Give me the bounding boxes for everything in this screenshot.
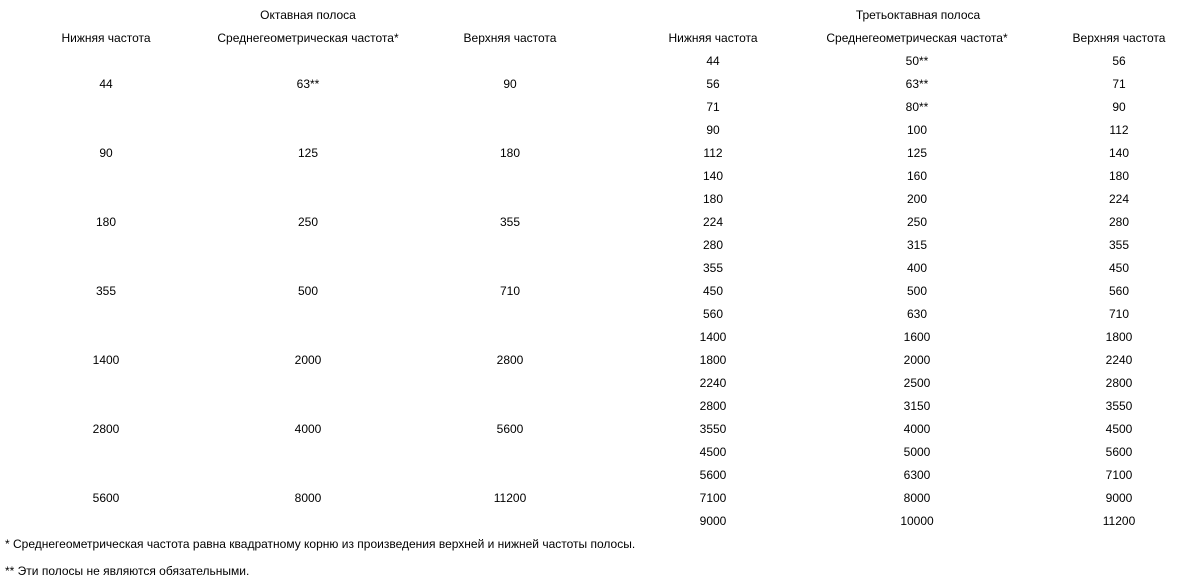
octave-upper-cell: 90: [503, 77, 517, 91]
third-octave-upper-cell: 2800: [1105, 376, 1133, 390]
octave-upper-cell: 5600: [496, 422, 524, 436]
third-octave-center-cell: 5000: [903, 445, 931, 459]
third-octave-lower-cell: 71: [706, 100, 720, 114]
third-octave-lower-cell: 90: [706, 123, 720, 137]
third-octave-center-cell: 400: [906, 261, 928, 275]
third-octave-upper-cell: 90: [1112, 100, 1126, 114]
third-octave-upper-cell: 280: [1108, 215, 1130, 229]
third-octave-center-cell: 2500: [903, 376, 931, 390]
octave-upper-cell: 710: [499, 284, 521, 298]
third-octave-upper-cell: 112: [1109, 123, 1129, 137]
octave-lower-cell: 90: [99, 146, 113, 160]
third-octave-header-lower: Нижняя частота: [668, 31, 758, 45]
octave-lower-cell: 1400: [92, 353, 120, 367]
octave-lower-cell: 180: [95, 215, 117, 229]
third-octave-lower-cell: 180: [702, 192, 724, 206]
third-octave-band-title: Третьоктавная полоса: [855, 8, 981, 22]
third-octave-lower-cell: 280: [702, 238, 724, 252]
third-octave-lower-cell: 56: [706, 77, 720, 91]
footnote-optional-bands: ** Эти полосы не являются обязательными.: [5, 564, 250, 578]
third-octave-center-cell: 500: [906, 284, 928, 298]
octave-header-upper: Верхняя частота: [463, 31, 557, 45]
octave-lower-cell: 5600: [92, 491, 120, 505]
third-octave-lower-cell: 1800: [699, 353, 727, 367]
octave-upper-cell: 11200: [493, 491, 527, 505]
octave-center-cell: 63**: [296, 77, 320, 91]
octave-center-cell: 125: [297, 146, 319, 160]
third-octave-lower-cell: 560: [702, 307, 724, 321]
third-octave-upper-cell: 710: [1108, 307, 1130, 321]
octave-header-lower: Нижняя частота: [61, 31, 151, 45]
third-octave-lower-cell: 1400: [699, 330, 727, 344]
third-octave-center-cell: 4000: [903, 422, 931, 436]
octave-center-cell: 4000: [294, 422, 322, 436]
octave-band-title: Октавная полоса: [260, 8, 356, 22]
third-octave-lower-cell: 355: [702, 261, 724, 275]
third-octave-lower-cell: 224: [702, 215, 724, 229]
octave-center-cell: 500: [297, 284, 319, 298]
octave-center-cell: 2000: [294, 353, 322, 367]
third-octave-lower-cell: 7100: [699, 491, 727, 505]
third-octave-center-cell: 315: [906, 238, 928, 252]
third-octave-upper-cell: 9000: [1105, 491, 1133, 505]
third-octave-lower-cell: 44: [706, 54, 720, 68]
third-octave-center-cell: 200: [906, 192, 928, 206]
third-octave-center-cell: 63**: [905, 77, 929, 91]
octave-center-cell: 8000: [294, 491, 322, 505]
third-octave-center-cell: 6300: [903, 468, 931, 482]
third-octave-lower-cell: 2800: [699, 399, 727, 413]
third-octave-center-cell: 8000: [903, 491, 931, 505]
octave-upper-cell: 355: [499, 215, 521, 229]
third-octave-center-cell: 630: [906, 307, 928, 321]
third-octave-upper-cell: 224: [1108, 192, 1130, 206]
third-octave-center-cell: 125: [906, 146, 928, 160]
third-octave-upper-cell: 560: [1108, 284, 1130, 298]
third-octave-upper-cell: 7100: [1105, 468, 1133, 482]
third-octave-upper-cell: 3550: [1105, 399, 1133, 413]
third-octave-center-cell: 100: [906, 123, 928, 137]
third-octave-upper-cell: 56: [1112, 54, 1126, 68]
third-octave-center-cell: 1600: [903, 330, 931, 344]
third-octave-upper-cell: 4500: [1105, 422, 1133, 436]
third-octave-lower-cell: 5600: [699, 468, 727, 482]
third-octave-lower-cell: 9000: [699, 514, 727, 528]
third-octave-center-cell: 2000: [903, 353, 931, 367]
third-octave-lower-cell: 4500: [699, 445, 727, 459]
footnote-geometric-mean: * Среднегеометрическая частота равна квадратному корню из произведения верхней и нижней частоты полосы.: [5, 537, 636, 551]
third-octave-center-cell: 50**: [905, 54, 929, 68]
octave-lower-cell: 44: [99, 77, 113, 91]
octave-center-cell: 250: [297, 215, 319, 229]
third-octave-upper-cell: 2240: [1105, 353, 1133, 367]
octave-upper-cell: 2800: [496, 353, 524, 367]
third-octave-header-upper: Верхняя частота: [1072, 31, 1166, 45]
third-octave-center-cell: 250: [906, 215, 928, 229]
third-octave-header-center: Среднегеометрическая частота*: [826, 31, 1008, 45]
third-octave-upper-cell: 11200: [1102, 514, 1136, 528]
third-octave-lower-cell: 450: [702, 284, 724, 298]
third-octave-lower-cell: 140: [702, 169, 724, 183]
third-octave-lower-cell: 3550: [699, 422, 727, 436]
third-octave-center-cell: 3150: [903, 399, 931, 413]
third-octave-upper-cell: 5600: [1105, 445, 1133, 459]
third-octave-lower-cell: 112: [703, 146, 723, 160]
third-octave-upper-cell: 140: [1108, 146, 1130, 160]
octave-lower-cell: 2800: [92, 422, 120, 436]
octave-header-center: Среднегеометрическая частота*: [217, 31, 399, 45]
third-octave-upper-cell: 180: [1108, 169, 1130, 183]
third-octave-lower-cell: 2240: [699, 376, 727, 390]
third-octave-upper-cell: 450: [1108, 261, 1130, 275]
third-octave-center-cell: 160: [906, 169, 928, 183]
third-octave-center-cell: 10000: [900, 514, 934, 528]
third-octave-upper-cell: 1800: [1105, 330, 1133, 344]
octave-lower-cell: 355: [95, 284, 117, 298]
third-octave-upper-cell: 355: [1108, 238, 1130, 252]
third-octave-center-cell: 80**: [905, 100, 929, 114]
octave-upper-cell: 180: [499, 146, 521, 160]
third-octave-upper-cell: 71: [1112, 77, 1126, 91]
